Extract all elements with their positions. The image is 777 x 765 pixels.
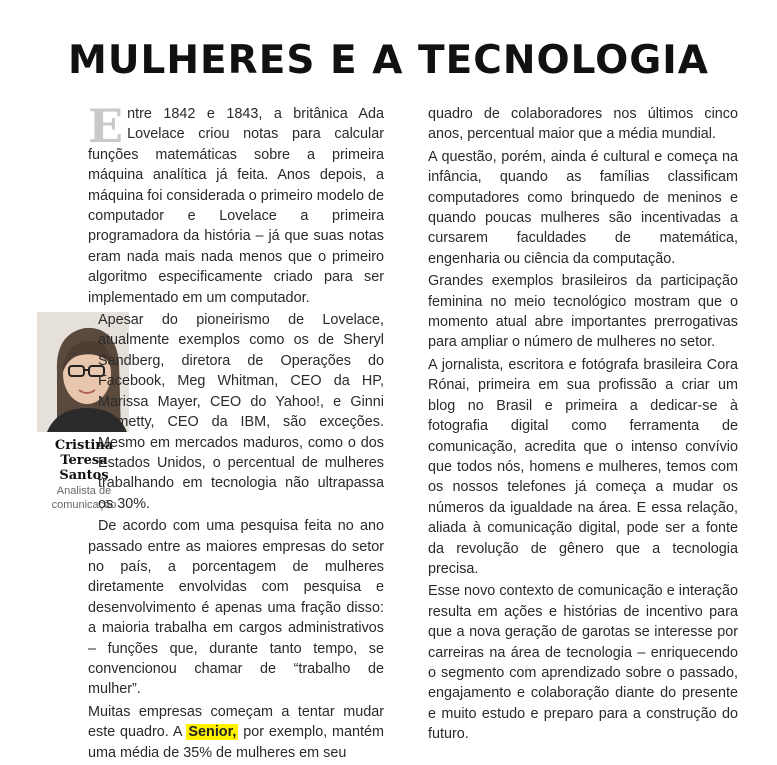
paragraph-4 <box>88 702 384 763</box>
paragraph-6: A questão, porém, ainda é cultural e começa na infância, quando as famílias classificam computadores como brinquedo de meninos e quando poucas mulheres são incentivadas a cursarem faculdades de matemática, engenharia ou ciência da computação. <box>428 148 738 267</box>
article-column-right <box>428 104 738 747</box>
article-column-left <box>88 99 384 765</box>
paragraph-7: Grandes exemplos brasileiros da participação feminina no meio tecnológico mostram que o momento atual abre importantes prerrogativas para ampliar o número de mulheres no setor. <box>428 273 738 351</box>
author-name-line2: Teresa <box>60 453 108 468</box>
paragraph-4-text-b: por exemplo, mantém uma média de 35% de mulheres em seu <box>88 724 384 761</box>
author-role-line2: comunicação <box>51 499 117 511</box>
photo-spacer <box>38 310 98 530</box>
paragraph-4-text-a: Muitas empresas começam a tentar mudar este quadro. A <box>88 703 384 741</box>
drop-cap: E <box>88 99 124 153</box>
paragraph-8: A jornalista, escritora e fotógrafa brasileira Cora Rónai, primeira em sua profissão a criar um blog no Brasil e primeira a dedicar-se à fotografia digital como ferramenta de comunicação, acredita que o intenso convívio que todos nós, homens e mulheres, temos com os nossos telefones já começa a mudar os números da igualdade na área. E essa relação, aliada à comunicação digital, pode ser a fonte da revolução de gênero que a tecnologia precisa. <box>428 356 738 577</box>
paragraph-9: Esse novo contexto de comunicação e interação resulta em ações e histórias de incentivo para que a nova geração de garotas se interesse por carreiras na área de tecnologia – enriquecendo o segmento com aprendizado sobre o passado, engajamento e colaboração diante do presente e muito estudo e preparo para a construção do futuro. <box>428 583 738 743</box>
author-role-line1: Analista de <box>56 485 112 497</box>
author-name-line1: Cristina <box>54 438 114 453</box>
paragraph-5: quadro de colaboradores nos últimos cinco anos, percentual maior que a média mundial. <box>428 106 738 143</box>
paragraph-1 <box>88 99 384 308</box>
paragraph-3: De acordo com uma pesquisa feita no ano passado entre as maiores empresas do setor no país, a porcentagem de mulheres diretamente envolvidas com pesquisa e desenvolvimento é apenas uma fração disso: a maioria trabalha em cargos administrativos – funções que, durante tanto tempo, se convencionou chamar de “trabalho de mulher”. <box>88 518 384 698</box>
author-name-line3: Santos <box>59 468 109 483</box>
paragraph-1-text: ntre 1842 e 1843, a britânica Ada Lovelace criou notas para calcular funções matemáticas sobre a primeira máquina analítica já feita. Anos depois, a máquina foi considerada o primeiro modelo de computador e Lovelace a primeira programadora da história – já que suas notas eram nada mais nada menos que o primeiro algoritmo especificamente criado para ser implementado em um computador. <box>88 106 384 306</box>
article-title: MULHERES E A TECNOLOGIA <box>68 38 709 83</box>
highlighted-company-name: Senior, <box>188 724 237 741</box>
paragraph-2: Apesar do pioneirismo de Lovelace, atualmente exemplos como os de Sheryl Sandberg, diretora de Operações do Facebook, Meg Whitman, CEO da HP, Marissa Mayer, CEO do Yahoo!, e Ginni Rometty, CEO da IBM, são exceções. Mesmo em mercados maduros, como o dos Estados Unidos, o percentual de mulheres trabalhando em tecnologia não ultrapassa os 30%. <box>98 312 384 512</box>
